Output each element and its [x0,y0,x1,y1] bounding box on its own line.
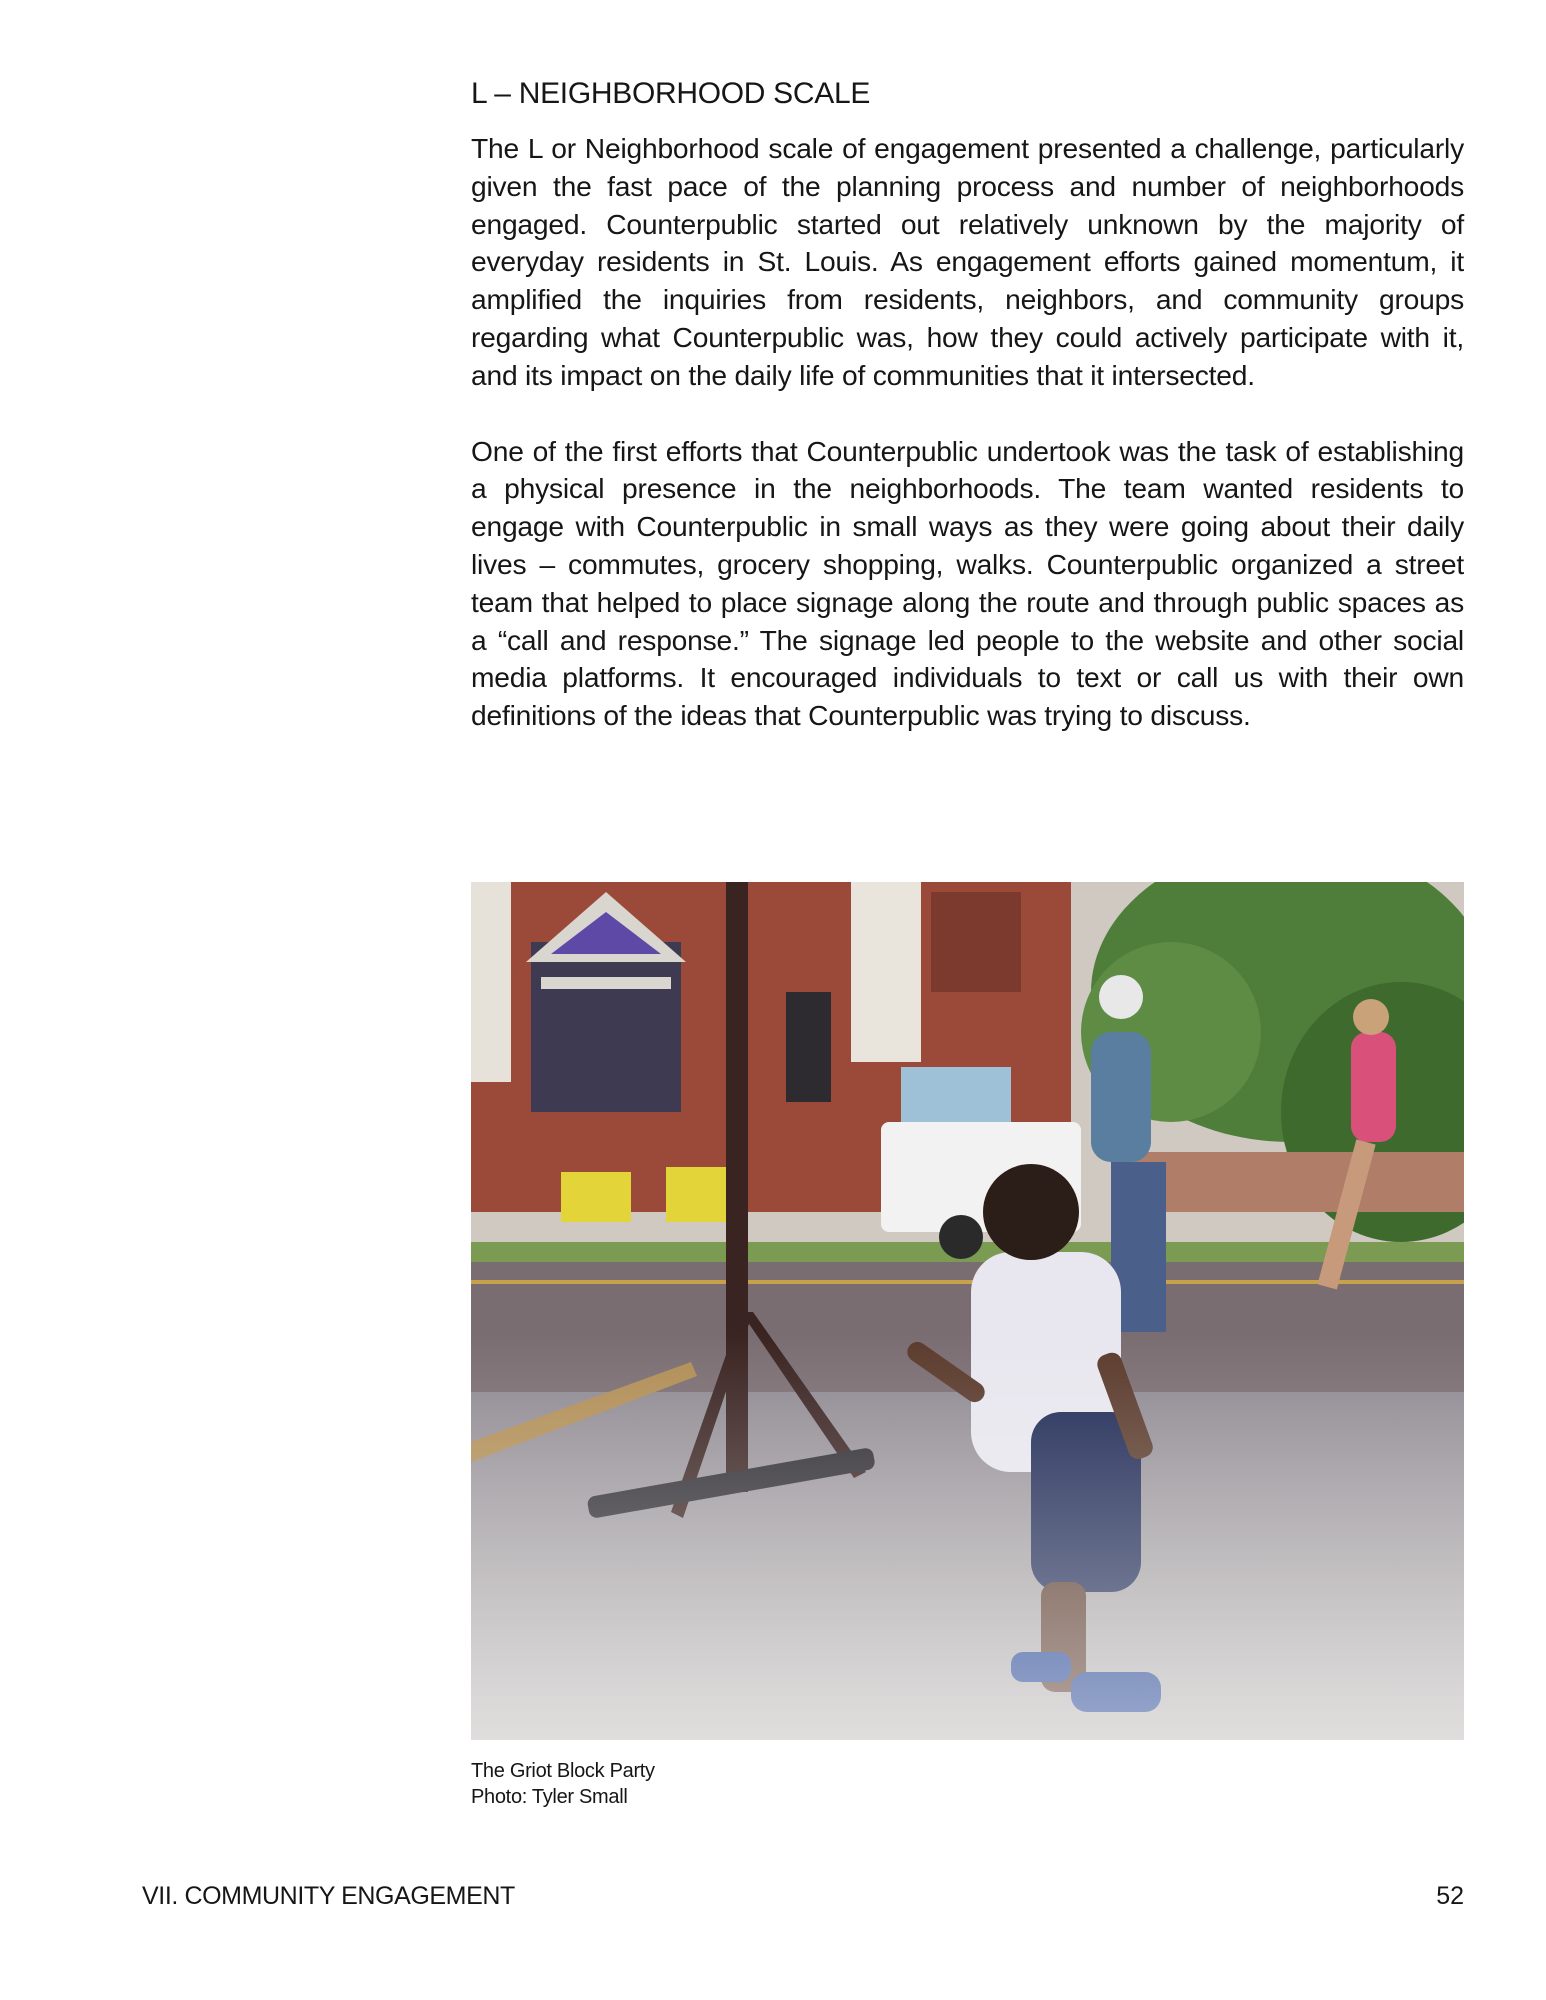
section-heading: L – NEIGHBORHOOD SCALE [471,77,871,110]
main-text-column [471,72,1464,773]
page-number: 52 [1436,1882,1464,1910]
block-party-photo [471,882,1464,1740]
photo-caption [471,1758,655,1810]
caption-credit: Photo: Tyler Small [471,1786,628,1808]
caption-title: The Griot Block Party [471,1760,655,1782]
body-paragraph: One of the first efforts that Counterpublic undertook was the task of establishing a physical presence in the neighborhoods. The team wanted residents to engage with Counterpublic in small ways as they were going about their daily lives – commutes, grocery shopping, walks. Counterpublic organized a street team that helped to place signage along the route and through public spaces as a “call and response.” The signage led people to the website and other social media platforms. It encouraged individuals to text or call us with their own definitions of the ideas that Counterpublic was trying to discuss. [471,434,1464,732]
footer-chapter: VII. COMMUNITY ENGAGEMENT [142,1882,515,1910]
body-paragraph: The L or Neighborhood scale of engagement presented a challenge, particularly given the fast pace of the planning process and number of neighborhoods engaged. Counterpublic started out relatively unknown by the majority of everyday residents in St. Louis. As engagement efforts gained momentum, it amplified the inquiries from residents, neighbors, and community groups regarding what Counterpublic was, how they could actively participate with it, and its impact on the daily life of communities that it intersected. [471,132,1464,391]
